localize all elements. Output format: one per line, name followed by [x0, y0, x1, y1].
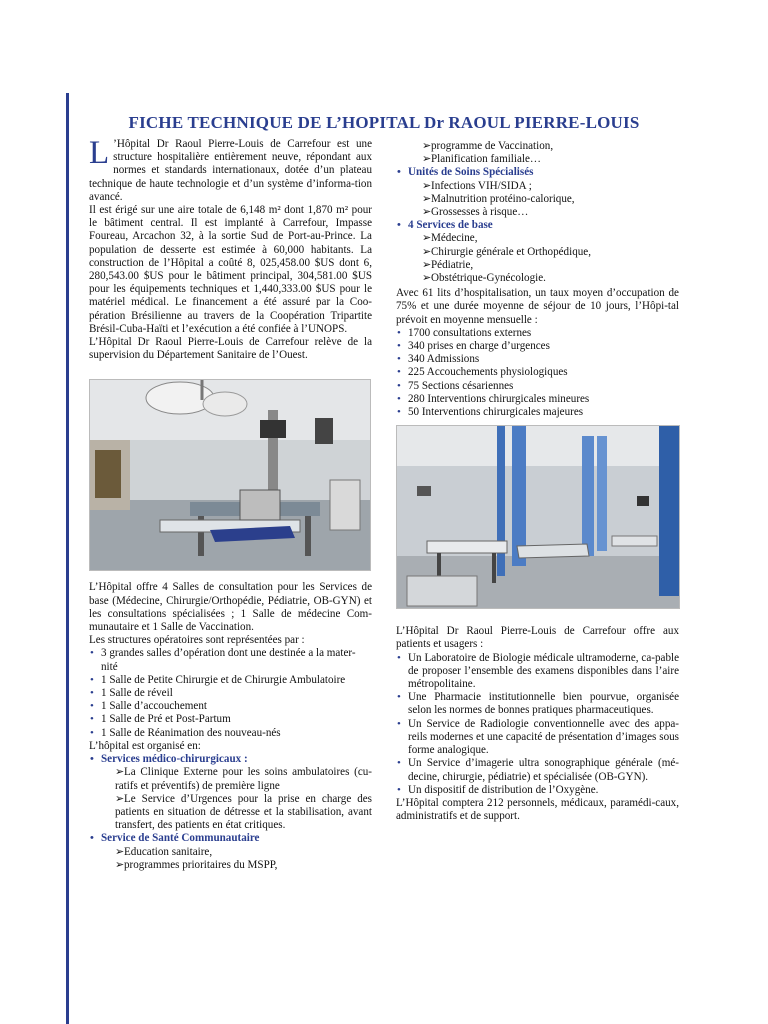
- ward-photo: [396, 425, 680, 609]
- section-list: [89, 832, 372, 845]
- list-item: • 1 Salle de réveil: [89, 687, 372, 700]
- monthly-list: [396, 327, 679, 419]
- arrow-right-icon: ➢: [422, 206, 432, 219]
- list-item: ➢programme de Vaccination,: [422, 140, 554, 152]
- list-item: • 50 Interventions chirurgicales majeures: [396, 406, 679, 419]
- list-item: • Une Pharmacie institutionnelle bien pourvue, organisée selon les normes de bonnes pratiques pharmaceutiques.: [396, 691, 679, 717]
- sub-list: [396, 232, 679, 285]
- section-heading: • Unités de Soins Spécialisés: [396, 166, 679, 179]
- section-heading: • Service de Santé Communautaire: [89, 832, 372, 845]
- list-item: ➢Planification familiale…: [422, 153, 541, 166]
- list-item: ➢Le Service d’Urgences pour la prise en charge des patients en situation de détresse et la stabilisation, avant transfert, des patients en état critiques.: [115, 792, 372, 832]
- list-item: • 3 grandes salles d’opération dont une destinée a la mater-nité: [89, 647, 372, 673]
- section-list: [89, 753, 372, 766]
- list-item: • 225 Accouchements physiologiques: [396, 366, 679, 379]
- arrow-right-icon: ➢: [422, 179, 432, 192]
- list-item: • 1 Salle de Petite Chirurgie et de Chirurgie Ambulatoire: [89, 674, 372, 687]
- right-column: [396, 140, 679, 823]
- list-item: ➢Médecine,: [422, 232, 478, 245]
- arrow-right-icon: ➢: [422, 153, 432, 166]
- sub-list: [89, 846, 372, 872]
- arrow-right-icon: ➢: [422, 140, 432, 152]
- organized-text: L’hôpital est organisé en:: [89, 739, 201, 752]
- left-margin-rule: [66, 93, 69, 1024]
- arrow-right-icon: ➢: [422, 258, 432, 271]
- staff-paragraph: L’Hôpital comptera 212 personnels, médicaux, paramédi-caux, administratifs et de support.: [396, 796, 679, 823]
- site-paragraph: Il est érigé sur une aire totale de 6,148 m² dont 1,870 m² pour le bâtiment central. Il est implanté à Carrefour, Impasse Foureau, Arcachon 32, à la sortie Sud de Port-au-Prince. La population de desserte est estimée à 60,000 habitants. La construction de l’Hôpital a coûté 8, 025,458.00 $US dont 6, 280,543.00 $US pour le bâtiment principal, 304,581.00 $US pour les équipements techniques et 1,440,333.00 $US pour le matériel médical. Le financement a été assuré par la Coo-pération Brésilienne au travers de la Coopération Tripartite Brésil-Cuba-Haïti et l’exécution a été confiée à l’UNOPS.: [89, 204, 372, 335]
- list-item: • Un Service de Radiologie conventionnelle avec des appa-reils modernes et une capacité de présentation d’images sous forme analogique.: [396, 718, 679, 758]
- list-item: • 340 prises en charge d’urgences: [396, 340, 679, 353]
- page-title: FICHE TECHNIQUE DE L’HOPITAL Dr RAOUL PIERRE-LOUIS: [128, 113, 640, 132]
- services-list: [396, 652, 679, 797]
- left-column: [89, 135, 372, 872]
- arrow-right-icon: ➢: [115, 845, 125, 858]
- arrow-right-icon: ➢: [115, 858, 125, 871]
- list-item: ➢La Clinique Externe pour les soins ambulatoires (cu-ratifs et préventifs) de première ligne: [115, 766, 372, 792]
- list-item: ➢Chirurgie générale et Orthopédique,: [422, 245, 591, 258]
- list-item: ➢Education sanitaire,: [115, 845, 213, 858]
- list-item: • 1 Salle de Réanimation des nouveau-nés: [89, 727, 372, 740]
- list-item: • 1 Salle de Pré et Post-Partum: [89, 713, 372, 726]
- section-heading: • Services médico-chirurgicaux :: [89, 753, 372, 766]
- list-item: ➢Grossesses à risque…: [422, 206, 529, 219]
- intro-paragraph: L ’Hôpital Dr Raoul Pierre-Louis de Carrefour est une structure hospitalière entièrement neuve, répondant aux normes et standards internationaux, dotée d’un plateau technique de haute technologie et d’un système d’informa-tion avancé.: [89, 135, 372, 203]
- section-list: [396, 166, 679, 179]
- list-item: • 75 Sections césariennes: [396, 380, 679, 393]
- list-item: ➢Malnutrition protéino-calorique,: [422, 192, 575, 205]
- supervision-paragraph: L’Hôpital Dr Raoul Pierre-Louis de Carrefour relève de la supervision du Département Sanitaire de l’Ouest.: [89, 336, 372, 362]
- arrow-right-icon: ➢: [422, 245, 432, 258]
- consultation-paragraph: L’Hôpital offre 4 Salles de consultation pour les Services de base (Médecine, Chirurgie/Orthopédie, Pédiatrie, OB-GYN) et les consultations spécialisées ; 1 Salle de médecine Com-munautaire et 1 Salle de Vaccination.: [89, 581, 372, 634]
- sub-list: [396, 140, 679, 166]
- arrow-right-icon: ➢: [422, 272, 432, 285]
- list-item: • 1700 consultations externes: [396, 327, 679, 340]
- list-item: • Un Service d’imagerie ultra sonographique générale (mé-decine, chirurgie, pédiatrie) et spécialisée (OB-GYN).: [396, 757, 679, 783]
- sub-list: [396, 180, 679, 220]
- offers-paragraph: L’Hôpital Dr Raoul Pierre-Louis de Carrefour offre aux patients et usagers :: [396, 625, 679, 651]
- drop-cap: L: [89, 135, 110, 171]
- operating-room-photo: [89, 379, 371, 571]
- beds-paragraph: Avec 61 lits d’hospitalisation, un taux moyen d’occupation de 75% et une durée moyenne de séjour de 10 jours, l’Hôpi-tal prévoit en moyenne mensuelle :: [396, 287, 679, 326]
- operating-intro: Les structures opératoires sont représentées par :: [89, 634, 305, 647]
- sub-list: [89, 766, 372, 832]
- section-list: [396, 219, 679, 232]
- list-item: ➢Obstétrique-Gynécologie.: [422, 272, 546, 285]
- list-item: • 280 Interventions chirurgicales mineures: [396, 393, 679, 406]
- list-item: • 1 Salle d’accouchement: [89, 700, 372, 713]
- section-heading: • 4 Services de base: [396, 219, 679, 232]
- arrow-right-icon: ➢: [422, 232, 432, 245]
- list-item: • Un dispositif de distribution de l’Oxygène.: [396, 784, 679, 797]
- list-item: ➢Pédiatrie,: [422, 258, 474, 271]
- list-item: ➢Infections VIH/SIDA ;: [422, 179, 532, 192]
- arrow-right-icon: ➢: [115, 766, 125, 779]
- arrow-right-icon: ➢: [115, 792, 125, 805]
- operating-list: [89, 647, 372, 739]
- list-item: ➢programmes prioritaires du MSPP,: [115, 858, 278, 871]
- list-item: • Un Laboratoire de Biologie médicale ultramoderne, ca-pable de proposer l’ensemble des examens disponibles dans l’aire métropolitaine.: [396, 652, 679, 692]
- list-item: • 340 Admissions: [396, 353, 679, 366]
- arrow-right-icon: ➢: [422, 192, 432, 205]
